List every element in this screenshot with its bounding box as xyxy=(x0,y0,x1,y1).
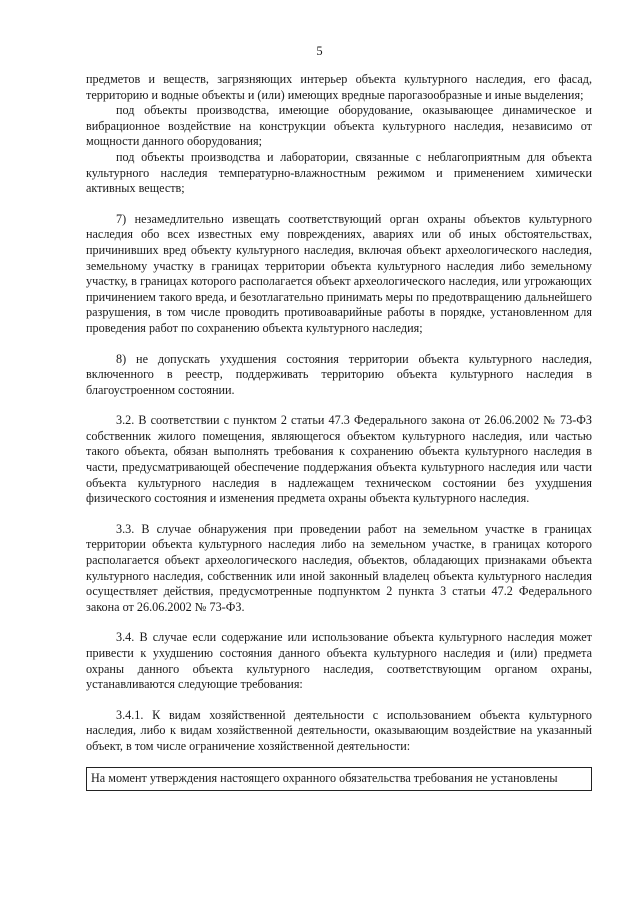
spacer xyxy=(86,197,592,212)
paragraph-item-8: 8) не допускать ухудшения состояния территории объекта культурного наследия, включенного в реестр, поддерживать территорию объекта культурного наследия в благоустроенном состоянии. xyxy=(86,351,592,397)
spacer xyxy=(86,693,592,708)
requirements-notice-text: На момент утверждения настоящего охранного обязательства требования не установлены xyxy=(91,770,558,785)
spacer xyxy=(86,337,592,352)
spacer xyxy=(86,507,592,522)
paragraph-laboratories: под объекты производства и лаборатории, связанные с неблагоприятным для объекта культурного наследия температурно-влажностным режимом и применением химически активных веществ; xyxy=(86,149,592,196)
paragraph-section-3-4: 3.4. В случае если содержание или использование объекта культурного наследия может привести к ухудшению состояния данного объекта культурного наследия и (или) предмета охраны данного объекта культурного наследия, соответствующим органом охраны, устанавливаются следующие требования: xyxy=(86,630,592,692)
paragraph-section-3-4-1: 3.4.1. К видам хозяйственной деятельности с использованием объекта культурного наследия, либо к видам хозяйственной деятельности, оказывающим воздействие на указанный объект, в том числе ограничение хозяйственной деятельности: xyxy=(86,707,592,753)
paragraph-section-3-2: 3.2. В соответствии с пунктом 2 статьи 47.3 Федерального закона от 26.06.2002 № 73-ФЗ собственник жилого помещения, являющегося объектом культурного наследия, или частью такого объекта, обязан выполнять требования к сохранению объекта культурного наследия в части, предусматривающей обеспечение поддержания объекта культурного наследия или части объекта культурного наследия в надлежащем техническом состоянии без ухудшения физического состояния и изменения предмета охраны объекта культурного наследия. xyxy=(86,413,592,506)
paragraph-section-3-3: 3.3. В случае обнаружения при проведении работ на земельном участке в границах территории объекта культурного наследия либо на земельном участке, в границах которого располагается объект археологического наследия, объектов, обладающих признаками объекта культурного наследия, собственник или иной законный владелец объекта культурного наследия осуществляет действия, предусмотренные подпунктом 2 пункта 3 статьи 47.2 Федерального закона от 26.06.2002 № 73-ФЗ. xyxy=(86,521,592,614)
page-number: 5 xyxy=(316,44,323,58)
spacer xyxy=(86,615,592,630)
spacer xyxy=(86,398,592,413)
paragraph-vibration-equipment: под объекты производства, имеющие оборудование, оказывающее динамическое и вибрационное воздействие на конструкции объекта культурного наследия, независимо от мощности данного оборудования; xyxy=(86,103,592,149)
requirements-notice-box xyxy=(86,767,592,792)
paragraph-pollutants-continuation: предметов и веществ, загрязняющих интерьер объекта культурного наследия, его фасад, территорию и водные объекты и (или) имеющих вредные парогазообразные и иные выделения; xyxy=(86,72,592,102)
paragraph-item-7: 7) незамедлительно извещать соответствующий орган охраны объектов культурного наследия обо всех известных ему повреждениях, авариях или об иных обстоятельствах, причинивших вред объекту культурного наследия, включая объект археологического наследия, земельному участку в границах территории объекта культурного наследия либо земельному участку, в границах которого располагается объект археологического наследия, или угрожающих причинением такого вреда, и безотлагательно принимать меры по предотвращению дальнейшего разрушения, в том числе проводить противоаварийные работы в порядке, установленном для проведения работ по сохранению объекта культурного наследия; xyxy=(86,211,592,335)
document-body xyxy=(86,72,592,791)
